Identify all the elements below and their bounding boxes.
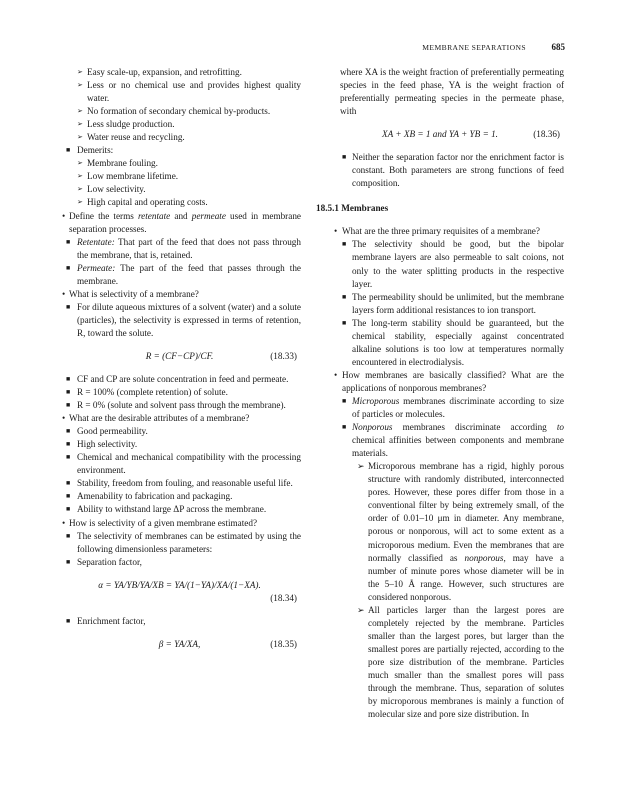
left-column (58, 66, 301, 661)
list-item: ■ Retentate: That part of the feed that does not pass through the membrane, that is, retained. (66, 236, 301, 260)
question: • How membranes are basically classified? What are the applications of nonporous membranes? (334, 369, 564, 393)
list-item: ■ Good permeability. (66, 426, 148, 437)
list-item: ➢ Easy scale-up, expansion, and retrofitting. (77, 67, 242, 77)
running-header (0, 43, 617, 57)
list-item: ➢ No formation of secondary chemical by-products. (77, 106, 271, 117)
list-item: ➢ Water reuse and recycling. (77, 132, 185, 143)
question: • What are the three primary requisites of a membrane? (334, 226, 540, 237)
list-item: ■ The selectivity should be good, but the bipolar membrane layers are also permeable to salt coions, not only to the water splitting products in the respective layer. (342, 239, 564, 289)
equation-18-35: β = YA/XA, (18.35) (158, 638, 297, 649)
running-title: MEMBRANE SEPARATIONS (422, 43, 526, 52)
section-heading: 18.5.1 Membranes (316, 203, 389, 214)
list-item: ■ CF and CP are solute concentration in feed and permeate. (66, 373, 289, 384)
list-item: ■ Microporous membranes discriminate according to size of particles or molecules. (342, 395, 564, 420)
equation-18-36: XA + XB = 1 and YA + YB = 1. (18.36) (382, 129, 560, 140)
list-item: ➢ High capital and operating costs. (77, 197, 208, 208)
list-item: ■ R = 100% (complete retention) of solute. (66, 387, 228, 398)
list-item: ➢ Less or no chemical use and provides highest quality water. (77, 80, 301, 104)
question: • Define the terms retentate and permeate used in membrane separation processes. (62, 210, 301, 234)
list-item: ■ Demerits: (66, 145, 114, 156)
right-column (316, 66, 564, 721)
list-item: ■ Enrichment factor, (66, 615, 146, 626)
list-item: ■ Chemical and mechanical compatibility with the processing environment. (66, 452, 301, 476)
paragraph: where XA is the weight fraction of preferentially permeating species in the feed phase, YA is the weight fraction of preferentially permeating species in the permeate phase, with (340, 67, 564, 117)
list-item: ■ The long-term stability should be guaranteed, but the chemical stability, especially against concentrated alkaline solutions is too low at temperatures normally encountered in electrodialysis. (342, 317, 564, 367)
question: • What are the desirable attributes of a membrane? (62, 413, 250, 424)
equation-18-33: R = (CF−CP)/CF. (18.33) (145, 350, 297, 361)
list-item: ■ The selectivity of membranes can be estimated by using the following dimensionless parameters: (66, 530, 301, 554)
list-item: ■ Permeate: The part of the feed that passes through the membrane. (66, 262, 301, 286)
list-item: ■ R = 0% (solute and solvent pass through the membrane). (66, 400, 286, 411)
list-item: ■ Stability, freedom from fouling, and reasonable useful life. (66, 478, 293, 489)
list-item: ■ Neither the separation factor nor the enrichment factor is constant. Both parameters are strong functions of feed composition. (342, 152, 564, 189)
list-item: ■ Ability to withstand large ΔP across the membrane. (66, 504, 267, 515)
list-item: ➢ Membrane fouling. (77, 158, 158, 169)
list-item: ■ For dilute aqueous mixtures of a solvent (water) and a solute (particles), the selectivity is expressed in terms of retention, R, toward the solute. (66, 301, 301, 338)
question: • How is selectivity of a given membrane estimated? (62, 517, 258, 528)
page-number: 685 (551, 42, 565, 52)
question: • What is selectivity of a membrane? (62, 288, 199, 299)
list-item: ➢ Less sludge production. (77, 119, 175, 130)
list-item: ■ High selectivity. (66, 439, 138, 450)
list-item: ➢ Low selectivity. (77, 184, 146, 195)
list-item: ■ The permeability should be unlimited, but the membrane layers form additional resistances to ion transport. (342, 291, 564, 315)
list-item: ■ Separation factor, (66, 556, 142, 567)
list-item: ➢ Microporous membrane has a rigid, highly porous structure with randomly distributed, interconnected pores. However, these pores differ from those in a conventional filter by being extremely small, of the order of 0.01–10 μm in diameter. Any membrane, porous or nonporous, will act to some extent as a microporous medium. Even the membranes that are normally classified as nonporous, may have a number of minute pores whose diameter will be in the 5–10 Å range. However, such structures are considered nonporous. (357, 461, 564, 602)
equation-18-34: α = YA/YB/YA/XB = YA/(1−YA)/XA/(1−XA). (18.34) (98, 579, 297, 603)
list-item: ➢ All particles larger than the largest pores are completely rejected by the membrane. Particles smaller than the largest pores, but larger than the smallest pores are partially rejected, according to the pore size distribution of the membrane. Particles much smaller than the smallest pores will pass through the membrane. Thus, separation of solutes by microporous membranes is mainly a function of molecular size and pore size distribution. In (357, 604, 564, 720)
list-item: ■ Amenability to fabrication and packaging. (66, 491, 233, 502)
list-item: ■ Nonporous membranes discriminate according to chemical affinities between components and membrane materials. (342, 422, 564, 459)
list-item: ➢ Low membrane lifetime. (77, 171, 179, 182)
